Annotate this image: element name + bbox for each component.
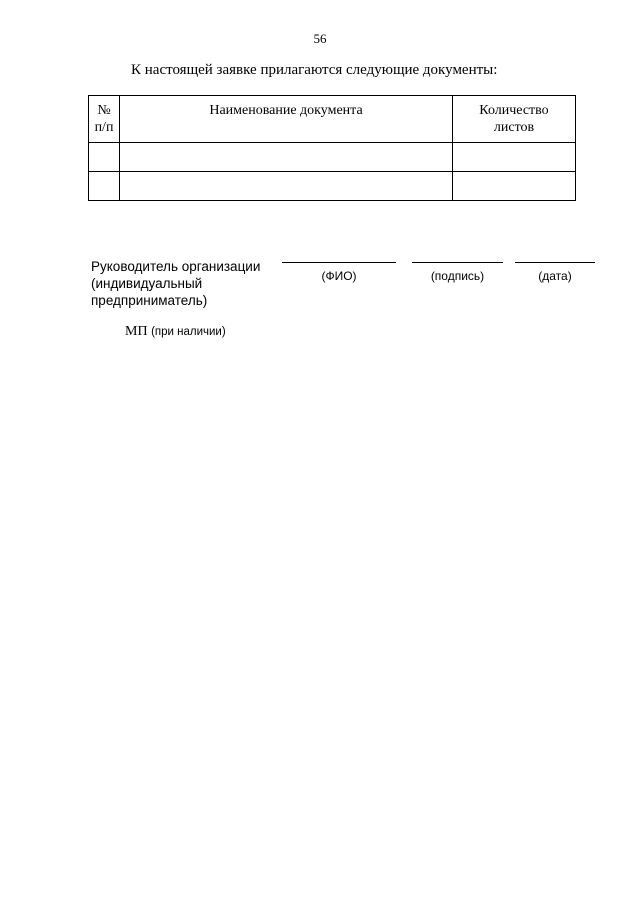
fio-caption: (ФИО) — [321, 269, 357, 283]
table-header-row — [89, 96, 576, 143]
table-row — [89, 143, 576, 172]
table-cell — [89, 143, 120, 172]
date-line — [515, 262, 595, 263]
table-cell — [453, 172, 576, 201]
table-cell — [120, 143, 453, 172]
header-number: № п/п — [89, 96, 120, 143]
page-number: 56 — [313, 31, 327, 46]
table-cell — [453, 143, 576, 172]
table-cell — [89, 172, 120, 201]
intro-text: К настоящей заявке прилагаются следующие документы: — [131, 62, 498, 78]
table-cell — [120, 172, 453, 201]
signature-caption: (подпись) — [430, 269, 485, 283]
stamp-note: (при наличии) — [151, 326, 226, 338]
date-caption: (дата) — [538, 269, 572, 283]
documents-table — [88, 95, 576, 201]
signer-label: Руководитель организации (индивидуальный предприниматель) — [91, 259, 261, 308]
stamp-mark: МП — [125, 324, 148, 339]
signature-line — [412, 262, 503, 263]
header-sheet-count: Количество листов — [453, 96, 576, 143]
stamp-label — [125, 324, 226, 340]
fio-line — [282, 262, 396, 263]
table-row — [89, 172, 576, 201]
header-document-name: Наименование документа — [120, 96, 453, 143]
